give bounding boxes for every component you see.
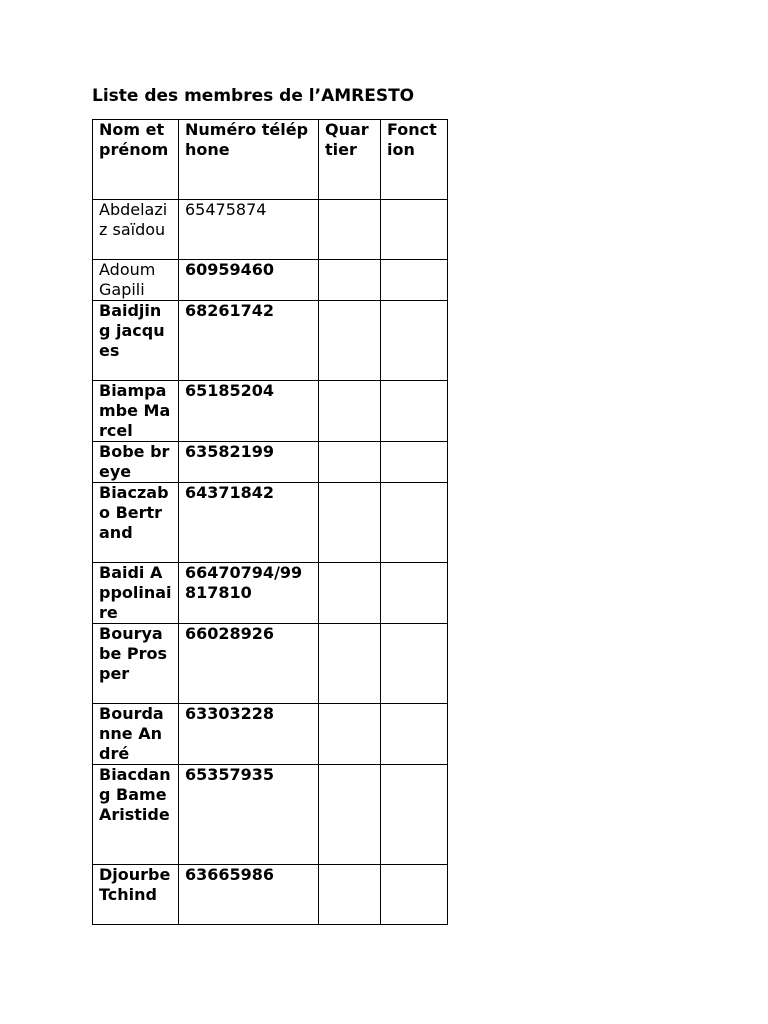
header-fonction: Fonction xyxy=(381,120,448,200)
member-fonction xyxy=(381,381,448,442)
table-row xyxy=(93,624,448,704)
table-row xyxy=(93,765,448,865)
member-quartier xyxy=(319,260,381,301)
member-fonction xyxy=(381,704,448,765)
member-fonction xyxy=(381,624,448,704)
member-quartier xyxy=(319,865,381,925)
table-row xyxy=(93,301,448,381)
member-quartier xyxy=(319,381,381,442)
member-fonction xyxy=(381,483,448,563)
member-quartier xyxy=(319,301,381,381)
member-name: Biacdang Bame Aristide xyxy=(93,765,179,865)
member-phone: 66028926 xyxy=(179,624,319,704)
member-name: Biaczabo Bertrand xyxy=(93,483,179,563)
table-row xyxy=(93,442,448,483)
member-phone: 68261742 xyxy=(179,301,319,381)
members-table xyxy=(92,119,448,925)
member-phone: 66470794/99817810 xyxy=(179,563,319,624)
member-name: Biampambe Marcel xyxy=(93,381,179,442)
member-phone: 65475874 xyxy=(179,200,319,260)
header-name: Nom et prénom xyxy=(93,120,179,200)
member-fonction xyxy=(381,260,448,301)
member-name: Abdelaziz saïdou xyxy=(93,200,179,260)
member-phone: 63665986 xyxy=(179,865,319,925)
table-row xyxy=(93,563,448,624)
header-phone: Numéro téléphone xyxy=(179,120,319,200)
table-row xyxy=(93,260,448,301)
member-quartier xyxy=(319,624,381,704)
member-quartier xyxy=(319,483,381,563)
member-phone: 60959460 xyxy=(179,260,319,301)
page-title: Liste des membres de l’AMRESTO xyxy=(92,86,415,106)
member-name: Bouryabe Prosper xyxy=(93,624,179,704)
member-quartier xyxy=(319,442,381,483)
header-quartier: Quartier xyxy=(319,120,381,200)
member-quartier xyxy=(319,704,381,765)
member-phone: 65185204 xyxy=(179,381,319,442)
member-phone: 65357935 xyxy=(179,765,319,865)
member-fonction xyxy=(381,200,448,260)
member-quartier xyxy=(319,765,381,865)
member-fonction xyxy=(381,301,448,381)
member-phone: 63303228 xyxy=(179,704,319,765)
member-name: Djourbe Tchind xyxy=(93,865,179,925)
member-fonction xyxy=(381,765,448,865)
member-fonction xyxy=(381,563,448,624)
member-name: Baidi Appolinaire xyxy=(93,563,179,624)
member-name: Baidjing jacques xyxy=(93,301,179,381)
table-row xyxy=(93,381,448,442)
table-row xyxy=(93,200,448,260)
member-phone: 63582199 xyxy=(179,442,319,483)
member-name: Bourdanne André xyxy=(93,704,179,765)
member-fonction xyxy=(381,865,448,925)
member-quartier xyxy=(319,200,381,260)
table-header-row xyxy=(93,120,448,200)
member-fonction xyxy=(381,442,448,483)
table-row xyxy=(93,704,448,765)
member-phone: 64371842 xyxy=(179,483,319,563)
member-quartier xyxy=(319,563,381,624)
member-name: Bobe breye xyxy=(93,442,179,483)
table-row xyxy=(93,483,448,563)
member-name: Adoum Gapili xyxy=(93,260,179,301)
table-row xyxy=(93,865,448,925)
